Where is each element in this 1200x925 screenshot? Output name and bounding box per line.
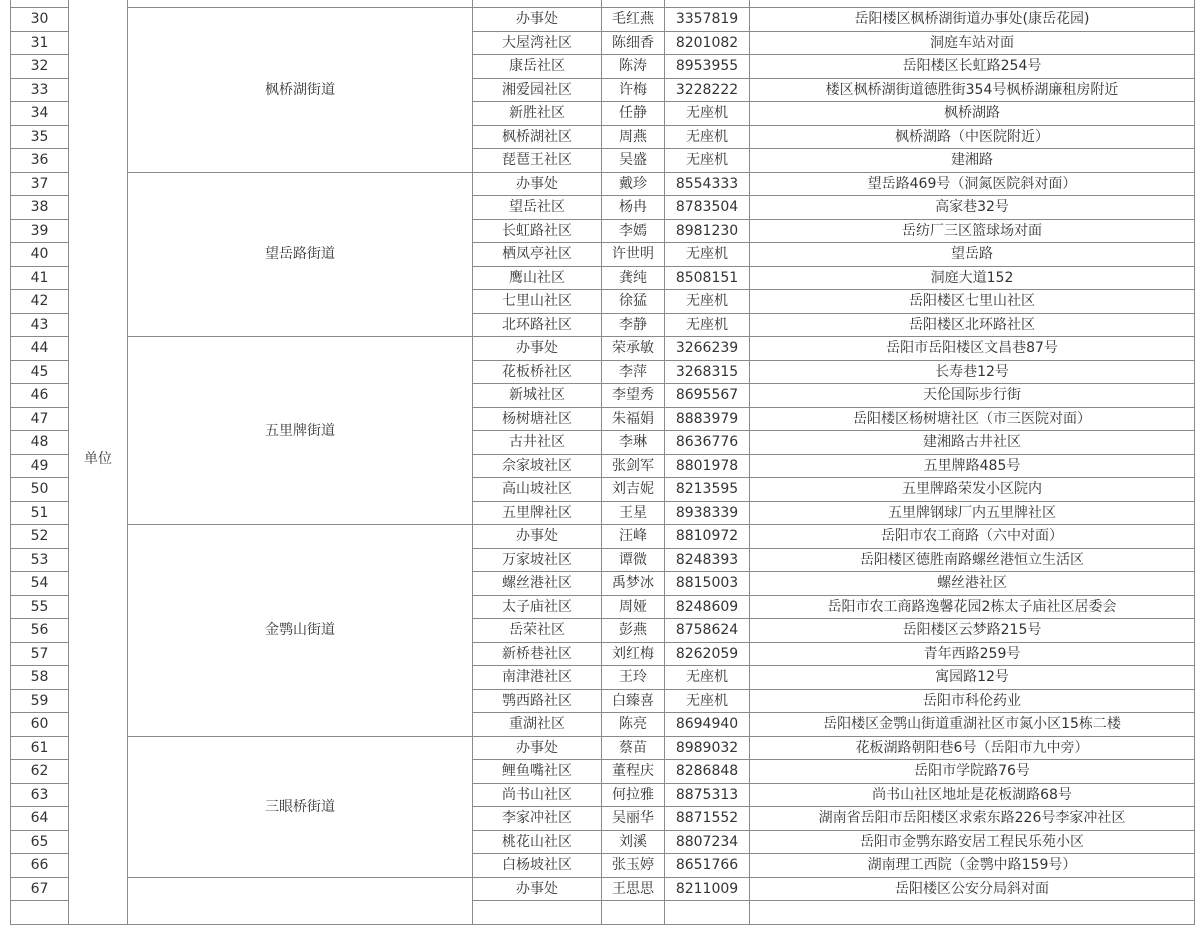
cell-community bbox=[473, 0, 602, 8]
phone-number: 无座机 bbox=[665, 125, 750, 149]
community-name: 桃花山社区 bbox=[473, 830, 602, 854]
row-number: 51 bbox=[11, 501, 69, 525]
community-name: 康岳社区 bbox=[473, 55, 602, 79]
phone-number: 8758624 bbox=[665, 619, 750, 643]
street-name: 枫桥湖街道 bbox=[128, 8, 473, 173]
phone-number: 3228222 bbox=[665, 78, 750, 102]
row-number: 34 bbox=[11, 102, 69, 126]
contact-name: 许梅 bbox=[602, 78, 665, 102]
contact-name: 王思思 bbox=[602, 877, 665, 901]
table-row bbox=[11, 877, 1195, 901]
street-name: 五里牌街道 bbox=[128, 337, 473, 525]
contact-name: 张剑军 bbox=[602, 454, 665, 478]
community-name: 湘爱园社区 bbox=[473, 78, 602, 102]
row-number: 38 bbox=[11, 196, 69, 220]
community-name: 新桥巷社区 bbox=[473, 642, 602, 666]
community-name: 太子庙社区 bbox=[473, 595, 602, 619]
community-name: 长虹路社区 bbox=[473, 219, 602, 243]
phone-number: 8938339 bbox=[665, 501, 750, 525]
community-name: 新城社区 bbox=[473, 384, 602, 408]
address: 高家巷32号 bbox=[750, 196, 1195, 220]
address: 岳阳市岳阳楼区文昌巷87号 bbox=[750, 337, 1195, 361]
cell-num bbox=[11, 0, 69, 8]
cell-name bbox=[602, 0, 665, 8]
address: 花板湖路朝阳巷6号（岳阳市九中旁） bbox=[750, 736, 1195, 760]
address: 楼区枫桥湖街道德胜街354号枫桥湖廉租房附近 bbox=[750, 78, 1195, 102]
address: 天伦国际步行街 bbox=[750, 384, 1195, 408]
table-row bbox=[11, 525, 1195, 549]
community-name: 五里牌社区 bbox=[473, 501, 602, 525]
phone-number: 3266239 bbox=[665, 337, 750, 361]
row-number: 63 bbox=[11, 783, 69, 807]
contact-name: 彭燕 bbox=[602, 619, 665, 643]
community-name: 鹰山社区 bbox=[473, 266, 602, 290]
address: 建湘路古井社区 bbox=[750, 431, 1195, 455]
cell-street bbox=[128, 0, 473, 8]
row-number: 46 bbox=[11, 384, 69, 408]
address bbox=[750, 901, 1195, 925]
row-number: 48 bbox=[11, 431, 69, 455]
address: 岳阳楼区德胜南路螺丝港恒立生活区 bbox=[750, 548, 1195, 572]
contact-name: 陈亮 bbox=[602, 713, 665, 737]
phone-number: 8981230 bbox=[665, 219, 750, 243]
row-number: 49 bbox=[11, 454, 69, 478]
contact-name: 任静 bbox=[602, 102, 665, 126]
street-name bbox=[128, 877, 473, 924]
phone-number: 8871552 bbox=[665, 807, 750, 831]
row-number: 65 bbox=[11, 830, 69, 854]
row-number: 31 bbox=[11, 31, 69, 55]
cell-phone bbox=[665, 0, 750, 8]
row-number: 61 bbox=[11, 736, 69, 760]
row-number: 33 bbox=[11, 78, 69, 102]
address: 望岳路 bbox=[750, 243, 1195, 267]
row-number: 43 bbox=[11, 313, 69, 337]
community-name: 万家坡社区 bbox=[473, 548, 602, 572]
phone-number: 无座机 bbox=[665, 666, 750, 690]
community-name: 尚书山社区 bbox=[473, 783, 602, 807]
address: 长寿巷12号 bbox=[750, 360, 1195, 384]
address: 岳阳楼区北环路社区 bbox=[750, 313, 1195, 337]
community-name: 佘家坡社区 bbox=[473, 454, 602, 478]
address: 望岳路469号（洞氮医院斜对面） bbox=[750, 172, 1195, 196]
community-name: 办事处 bbox=[473, 172, 602, 196]
contact-name: 李静 bbox=[602, 313, 665, 337]
address: 岳阳楼区云梦路215号 bbox=[750, 619, 1195, 643]
contact-name: 李望秀 bbox=[602, 384, 665, 408]
row-number: 45 bbox=[11, 360, 69, 384]
row-number: 66 bbox=[11, 854, 69, 878]
row-number: 40 bbox=[11, 243, 69, 267]
address: 建湘路 bbox=[750, 149, 1195, 173]
contact-name: 周燕 bbox=[602, 125, 665, 149]
contact-name: 禹梦冰 bbox=[602, 572, 665, 596]
phone-number: 8801978 bbox=[665, 454, 750, 478]
row-number: 30 bbox=[11, 8, 69, 32]
address: 洞庭车站对面 bbox=[750, 31, 1195, 55]
table-row bbox=[11, 8, 1195, 32]
street-name: 金鹗山街道 bbox=[128, 525, 473, 737]
contact-name: 陈涛 bbox=[602, 55, 665, 79]
phone-number: 无座机 bbox=[665, 243, 750, 267]
table-body bbox=[11, 0, 1195, 924]
community-name: 古井社区 bbox=[473, 431, 602, 455]
phone-number: 8554333 bbox=[665, 172, 750, 196]
row-number: 56 bbox=[11, 619, 69, 643]
community-name: 南津港社区 bbox=[473, 666, 602, 690]
address: 岳阳楼区杨树塘社区（市三医院对面） bbox=[750, 407, 1195, 431]
address: 岳阳楼区金鹗山街道重湖社区市氮小区15栋二楼 bbox=[750, 713, 1195, 737]
phone-number: 8810972 bbox=[665, 525, 750, 549]
phone-number: 8508151 bbox=[665, 266, 750, 290]
contact-name: 陈细香 bbox=[602, 31, 665, 55]
community-name: 重湖社区 bbox=[473, 713, 602, 737]
phone-number: 8213595 bbox=[665, 478, 750, 502]
address: 寓园路12号 bbox=[750, 666, 1195, 690]
community-name: 七里山社区 bbox=[473, 290, 602, 314]
community-name: 螺丝港社区 bbox=[473, 572, 602, 596]
address: 湖南理工西院（金鹗中路159号） bbox=[750, 854, 1195, 878]
contact-name: 谭微 bbox=[602, 548, 665, 572]
phone-number: 8875313 bbox=[665, 783, 750, 807]
contact-table bbox=[10, 0, 1195, 925]
community-name: 鲤鱼嘴社区 bbox=[473, 760, 602, 784]
table-row bbox=[11, 0, 1195, 8]
phone-number: 3357819 bbox=[665, 8, 750, 32]
phone-number: 8286848 bbox=[665, 760, 750, 784]
row-number: 32 bbox=[11, 55, 69, 79]
phone-number: 3268315 bbox=[665, 360, 750, 384]
row-number: 60 bbox=[11, 713, 69, 737]
phone-number: 无座机 bbox=[665, 102, 750, 126]
row-number: 39 bbox=[11, 219, 69, 243]
phone-number: 8201082 bbox=[665, 31, 750, 55]
community-name bbox=[473, 901, 602, 925]
contact-name: 蔡苗 bbox=[602, 736, 665, 760]
community-name: 大屋湾社区 bbox=[473, 31, 602, 55]
phone-number: 8248609 bbox=[665, 595, 750, 619]
contact-name: 吴盛 bbox=[602, 149, 665, 173]
address: 岳阳市农工商路（六中对面） bbox=[750, 525, 1195, 549]
address: 枫桥湖路 bbox=[750, 102, 1195, 126]
address: 青年西路259号 bbox=[750, 642, 1195, 666]
address: 岳阳楼区七里山社区 bbox=[750, 290, 1195, 314]
address: 枫桥湖路（中医院附近） bbox=[750, 125, 1195, 149]
address: 岳阳市农工商路逸馨花园2栋太子庙社区居委会 bbox=[750, 595, 1195, 619]
contact-name: 王星 bbox=[602, 501, 665, 525]
contact-name: 戴珍 bbox=[602, 172, 665, 196]
row-number: 37 bbox=[11, 172, 69, 196]
contact-name: 王玲 bbox=[602, 666, 665, 690]
address: 五里牌路485号 bbox=[750, 454, 1195, 478]
contact-name: 白臻喜 bbox=[602, 689, 665, 713]
phone-number: 8636776 bbox=[665, 431, 750, 455]
address: 五里牌钢球厂内五里牌社区 bbox=[750, 501, 1195, 525]
community-name: 岳荣社区 bbox=[473, 619, 602, 643]
community-name: 枫桥湖社区 bbox=[473, 125, 602, 149]
phone-number: 8989032 bbox=[665, 736, 750, 760]
contact-name: 刘红梅 bbox=[602, 642, 665, 666]
community-name: 高山坡社区 bbox=[473, 478, 602, 502]
contact-name: 李萍 bbox=[602, 360, 665, 384]
contact-name: 杨冉 bbox=[602, 196, 665, 220]
phone-number: 无座机 bbox=[665, 149, 750, 173]
table-row bbox=[11, 337, 1195, 361]
community-name: 花板桥社区 bbox=[473, 360, 602, 384]
street-name: 望岳路街道 bbox=[128, 172, 473, 337]
community-name: 琵琶王社区 bbox=[473, 149, 602, 173]
address: 岳纺厂三区篮球场对面 bbox=[750, 219, 1195, 243]
unit-label: 单位 bbox=[69, 0, 128, 924]
row-number: 50 bbox=[11, 478, 69, 502]
address: 湖南省岳阳市岳阳楼区求索东路226号李家冲社区 bbox=[750, 807, 1195, 831]
contact-name bbox=[602, 901, 665, 925]
phone-number: 8783504 bbox=[665, 196, 750, 220]
phone-number: 8211009 bbox=[665, 877, 750, 901]
address: 尚书山社区地址是花板湖路68号 bbox=[750, 783, 1195, 807]
phone-number: 8815003 bbox=[665, 572, 750, 596]
community-name: 白杨坡社区 bbox=[473, 854, 602, 878]
contact-name: 周娅 bbox=[602, 595, 665, 619]
row-number bbox=[11, 901, 69, 925]
row-number: 55 bbox=[11, 595, 69, 619]
community-name: 办事处 bbox=[473, 736, 602, 760]
community-name: 鹗西路社区 bbox=[473, 689, 602, 713]
phone-number: 8695567 bbox=[665, 384, 750, 408]
table-row bbox=[11, 736, 1195, 760]
community-name: 北环路社区 bbox=[473, 313, 602, 337]
row-number: 53 bbox=[11, 548, 69, 572]
contact-name: 汪峰 bbox=[602, 525, 665, 549]
contact-name: 徐猛 bbox=[602, 290, 665, 314]
address: 岳阳楼区枫桥湖街道办事处(康岳花园) bbox=[750, 8, 1195, 32]
row-number: 64 bbox=[11, 807, 69, 831]
row-number: 44 bbox=[11, 337, 69, 361]
contact-name: 朱福娟 bbox=[602, 407, 665, 431]
contact-name: 刘溪 bbox=[602, 830, 665, 854]
phone-number: 无座机 bbox=[665, 689, 750, 713]
row-number: 57 bbox=[11, 642, 69, 666]
address: 岳阳楼区公安分局斜对面 bbox=[750, 877, 1195, 901]
table-row bbox=[11, 172, 1195, 196]
row-number: 67 bbox=[11, 877, 69, 901]
contact-name: 李琳 bbox=[602, 431, 665, 455]
row-number: 62 bbox=[11, 760, 69, 784]
phone-number: 8262059 bbox=[665, 642, 750, 666]
cell-addr bbox=[750, 0, 1195, 8]
phone-number: 8953955 bbox=[665, 55, 750, 79]
phone-number: 8807234 bbox=[665, 830, 750, 854]
phone-number: 8651766 bbox=[665, 854, 750, 878]
contact-name: 李嫣 bbox=[602, 219, 665, 243]
community-name: 望岳社区 bbox=[473, 196, 602, 220]
contact-name: 董程庆 bbox=[602, 760, 665, 784]
community-name: 办事处 bbox=[473, 337, 602, 361]
row-number: 42 bbox=[11, 290, 69, 314]
address: 岳阳市学院路76号 bbox=[750, 760, 1195, 784]
row-number: 52 bbox=[11, 525, 69, 549]
community-name: 李家冲社区 bbox=[473, 807, 602, 831]
street-name: 三眼桥街道 bbox=[128, 736, 473, 877]
row-number: 41 bbox=[11, 266, 69, 290]
community-name: 新胜社区 bbox=[473, 102, 602, 126]
phone-number: 无座机 bbox=[665, 290, 750, 314]
address: 五里牌路荣发小区院内 bbox=[750, 478, 1195, 502]
address: 岳阳楼区长虹路254号 bbox=[750, 55, 1195, 79]
community-name: 办事处 bbox=[473, 877, 602, 901]
row-number: 58 bbox=[11, 666, 69, 690]
contact-name: 毛红燕 bbox=[602, 8, 665, 32]
contact-name: 张玉婷 bbox=[602, 854, 665, 878]
phone-number bbox=[665, 901, 750, 925]
community-name: 杨树塘社区 bbox=[473, 407, 602, 431]
row-number: 47 bbox=[11, 407, 69, 431]
row-number: 36 bbox=[11, 149, 69, 173]
phone-number: 8248393 bbox=[665, 548, 750, 572]
address: 岳阳市金鹗东路安居工程民乐苑小区 bbox=[750, 830, 1195, 854]
row-number: 54 bbox=[11, 572, 69, 596]
phone-number: 8694940 bbox=[665, 713, 750, 737]
contact-name: 龚纯 bbox=[602, 266, 665, 290]
address: 洞庭大道152 bbox=[750, 266, 1195, 290]
contact-name: 荣承敏 bbox=[602, 337, 665, 361]
address: 岳阳市科伦药业 bbox=[750, 689, 1195, 713]
community-name: 栖凤亭社区 bbox=[473, 243, 602, 267]
row-number: 59 bbox=[11, 689, 69, 713]
contact-name: 何拉雅 bbox=[602, 783, 665, 807]
phone-number: 8883979 bbox=[665, 407, 750, 431]
row-number: 35 bbox=[11, 125, 69, 149]
contact-name: 许世明 bbox=[602, 243, 665, 267]
address: 螺丝港社区 bbox=[750, 572, 1195, 596]
contact-name: 吴丽华 bbox=[602, 807, 665, 831]
phone-number: 无座机 bbox=[665, 313, 750, 337]
community-name: 办事处 bbox=[473, 8, 602, 32]
contact-name: 刘吉妮 bbox=[602, 478, 665, 502]
community-name: 办事处 bbox=[473, 525, 602, 549]
